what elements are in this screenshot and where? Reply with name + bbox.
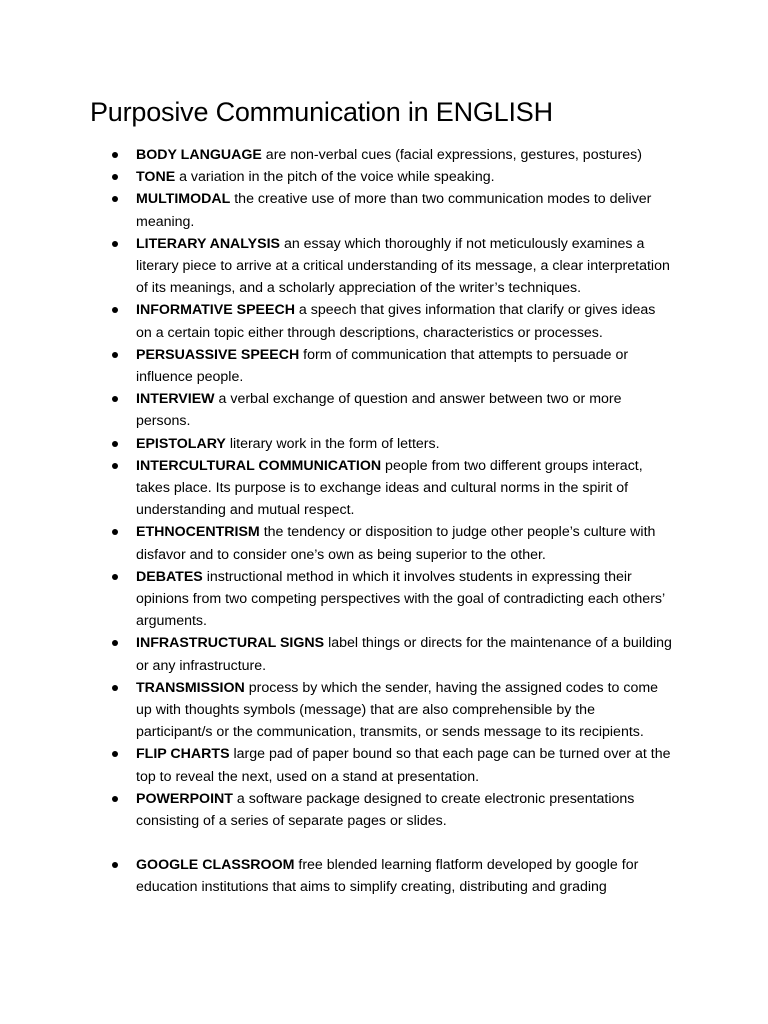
bullet-icon: [112, 174, 118, 180]
bullet-icon: [112, 574, 118, 580]
term-definition: the creative use of more than two communication modes to deliver meaning.: [136, 191, 652, 230]
term-label: INTERVIEW: [136, 391, 215, 408]
term-definition: an essay which thoroughly if not meticulously examines a literary piece to arrive at a critical understanding of its message, a clear interpretation of its meanings, and a scholarly appreciation of the writer’s techniques.: [136, 235, 670, 297]
list-item: [0, 299, 672, 343]
bullet-icon: [112, 441, 118, 447]
term-label: ETHNOCENTRISM: [136, 524, 260, 541]
list-item: [0, 743, 672, 787]
term-label: PERSUASSIVE SPEECH: [136, 346, 300, 363]
bullet-icon: [112, 529, 118, 535]
document-title: Purposive Communication in ENGLISH: [90, 97, 553, 127]
term-label: INFORMATIVE SPEECH: [136, 302, 295, 319]
bullet-icon: [112, 152, 118, 158]
term-label: TONE: [136, 169, 176, 186]
term-definition: a software package designed to create electronic presentations consisting of a series of separate pages or slides.: [136, 790, 635, 830]
term-definition: the tendency or disposition to judge other people’s culture with disfavor and to consider one’s own as being superior to the other.: [136, 524, 656, 563]
bullet-icon: [112, 640, 118, 646]
term-list: [0, 144, 768, 898]
list-item: [0, 188, 672, 232]
bullet-icon: [112, 241, 118, 247]
term-definition: a variation in the pitch of the voice while speaking.: [175, 169, 495, 186]
term-label: LITERARY ANALYSIS: [136, 235, 280, 252]
list-item: [0, 166, 672, 188]
list-item: [0, 677, 672, 744]
term-definition: large pad of paper bound so that each page can be turned over at the top to reveal the next, used on a stand at presentation.: [136, 746, 671, 785]
bullet-icon: [112, 796, 118, 802]
list-item: [0, 344, 672, 388]
term-definition: a speech that gives information that clarify or gives ideas on a certain topic either through descriptions, characteristics or processes.: [136, 302, 656, 341]
bullet-icon: [112, 196, 118, 202]
term-label: INFRASTRUCTURAL SIGNS: [136, 635, 325, 652]
list-item: [0, 854, 672, 898]
bullet-icon: [112, 463, 118, 469]
bullet-icon: [112, 396, 118, 402]
term-label: DEBATES: [136, 568, 203, 585]
term-definition: instructional method in which it involves students in expressing their opinions from two competing perspectives with the goal of contradicting each others’ arguments.: [136, 568, 665, 630]
term-label: INTERCULTURAL COMMUNICATION: [136, 457, 382, 474]
bullet-icon: [112, 352, 118, 358]
term-definition: a verbal exchange of question and answer between two or more persons.: [136, 391, 622, 430]
term-label: BODY LANGUAGE: [136, 147, 262, 163]
list-item: [0, 233, 672, 300]
bullet-icon: [112, 751, 118, 757]
term-definition: process by which the sender, having the assigned codes to come up with thoughts symbols (message) that are also comprehensible by the participant/s or the communication, transmits, or sends message to its recipients.: [136, 679, 659, 741]
list-item: [0, 521, 672, 565]
term-definition: label things or directs for the maintenance of a building or any infrastructure.: [136, 635, 672, 674]
bullet-icon: [112, 685, 118, 691]
term-definition: people from two different groups interact, takes place. Its purpose is to exchange ideas and cultural norms in the spirit of understanding and mutual respect.: [136, 457, 643, 519]
list-item: [0, 433, 672, 455]
list-item: [0, 144, 672, 166]
list-item: [0, 632, 672, 676]
list-item: [0, 788, 672, 832]
term-label: GOOGLE CLASSROOM: [136, 856, 295, 873]
list-item: [0, 566, 672, 633]
term-label: EPISTOLARY: [136, 435, 226, 452]
list-item: [0, 388, 672, 432]
term-label: FLIP CHARTS: [136, 746, 230, 763]
term-definition: free blended learning flatform developed by google for education institutions that aims to simplify creating, distributing and grading: [136, 856, 639, 896]
term-definition: form of communication that attempts to persuade or influence people.: [136, 346, 629, 386]
term-definition: literary work in the form of letters.: [225, 435, 440, 452]
term-label: POWERPOINT: [136, 790, 233, 807]
bullet-icon: [112, 862, 118, 868]
term-definition: are non-verbal cues (facial expressions, gestures, postures): [261, 147, 642, 163]
bullet-icon: [112, 307, 118, 313]
list-item: [0, 455, 672, 522]
term-label: MULTIMODAL: [136, 191, 231, 208]
term-label: TRANSMISSION: [136, 679, 245, 696]
